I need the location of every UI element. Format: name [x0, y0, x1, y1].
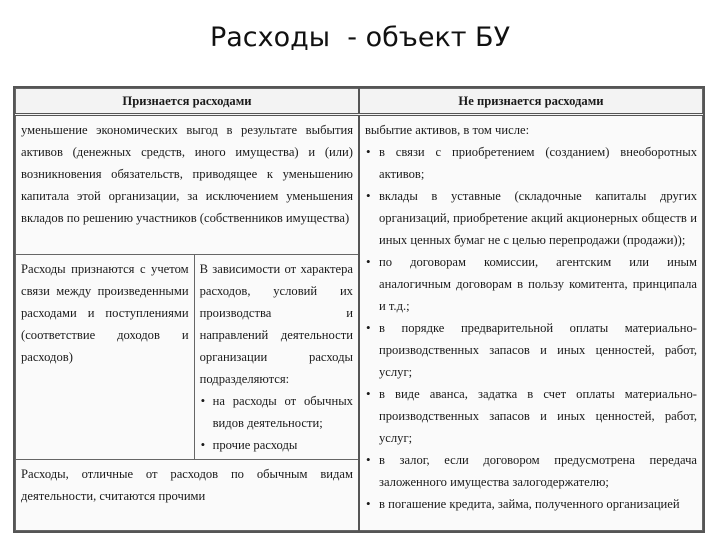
- list-item: • прочие расходы: [200, 434, 353, 456]
- expenses-table-grid: [15, 88, 703, 531]
- matching-principle-cell: Расходы признаются с учетом связи между произведенными расходами и поступлениями (соответствие доходов и расходов): [16, 255, 195, 460]
- expenses-table: [13, 86, 705, 533]
- list-item: • на расходы от обычных видов деятельности;: [200, 390, 353, 434]
- header-recognized-expenses: Признается расходами: [16, 89, 359, 115]
- not-recognized-cell: [359, 115, 703, 531]
- other-expenses-cell: Расходы, отличные от расходов по обычным видам деятельности, считаются прочими: [16, 460, 359, 531]
- classification-intro: В зависимости от характера расходов, условий их производства и направлений деятельности организации расходы подразделяются:: [199, 262, 353, 386]
- list-item: • в порядке предварительной оплаты материально-производственных запасов и иных ценностей, работ, услуг;: [365, 317, 697, 383]
- expense-definition-cell: уменьшение экономических выгод в результате выбытия активов (денежных средств, иного имущества) и (или) возникновения обязательств, приводящее к уменьшению капитала этой организации, за исключением уменьшения вкладов по решению участников (собственников имущества): [16, 115, 359, 255]
- not-recognized-intro: выбытие активов, в том числе:: [364, 123, 530, 137]
- table-row: [16, 115, 703, 255]
- list-item: • по договорам комиссии, агентским или иным аналогичным договорам в пользу комитента, принципала и т.д.;: [365, 251, 697, 317]
- table-header-row: [16, 89, 703, 115]
- list-item: • в залог, если договором предусмотрена передача заложенного имущества залогодержателю;: [365, 449, 697, 493]
- header-not-recognized-expenses: Не признается расходами: [359, 89, 703, 115]
- classification-cell: [194, 255, 359, 460]
- list-item: • в погашение кредита, займа, полученного организацией: [365, 493, 697, 515]
- list-item: • вклады в уставные (складочные капиталы других организаций, приобретение акций акционерных обществ и иных ценных бумаг не с целью перепродажи (продажи));: [365, 185, 697, 251]
- not-recognized-list: [365, 141, 697, 515]
- slide-title: Расходы - объект БУ: [209, 22, 511, 53]
- classification-list: [200, 390, 353, 456]
- list-item: • в виде аванса, задатка в счет оплаты материально-производственных запасов и иных ценностей, работ, услуг;: [365, 383, 697, 449]
- list-item: • в связи с приобретением (созданием) внеоборотных активов;: [365, 141, 697, 185]
